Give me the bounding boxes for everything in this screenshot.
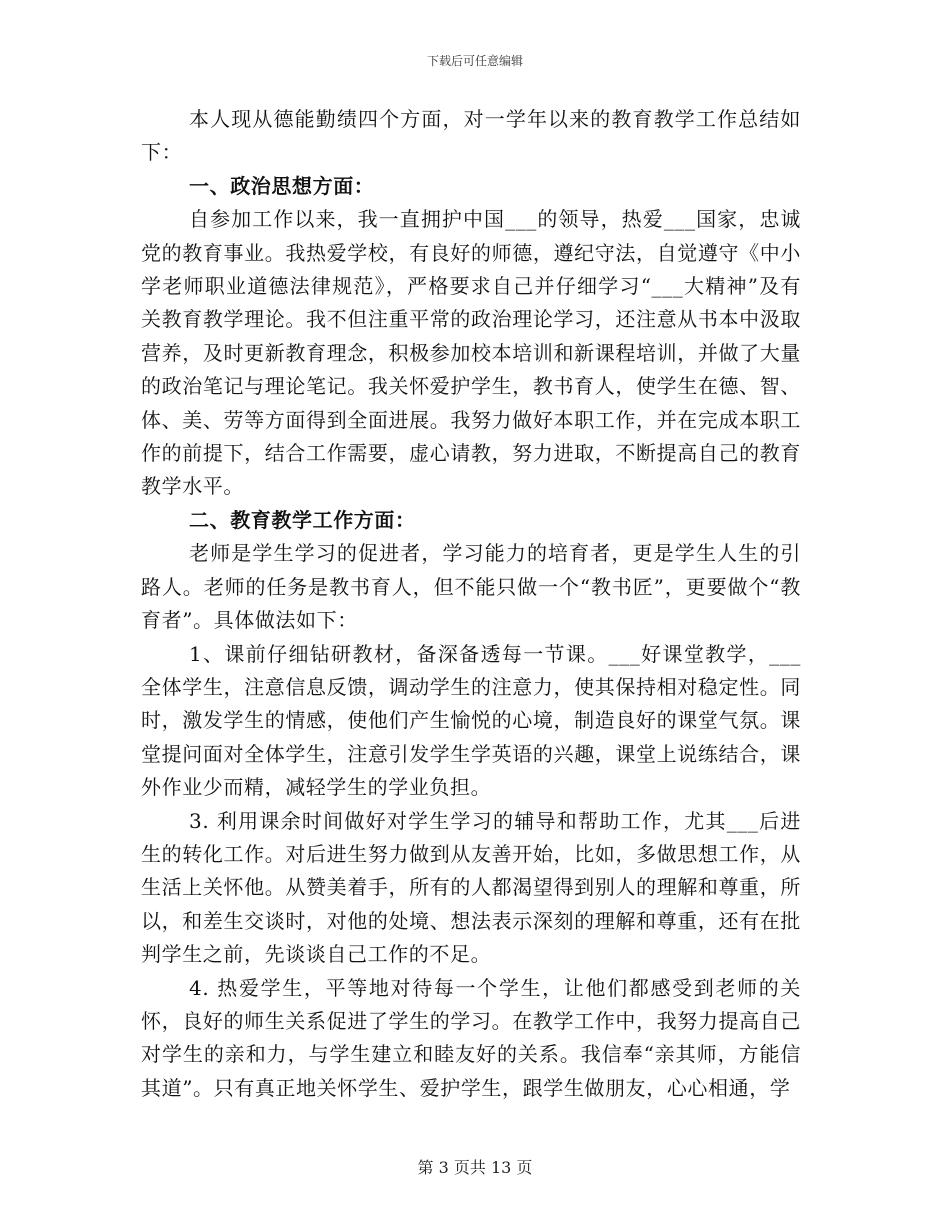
- section-1-paragraph: 自参加工作以来，我一直拥护中国___的领导，热爱___国家，忠诚党的教育事业。我热爱学校，有良好的师德，遵纪守法，自觉遵守《中小学老师职业道德法律规范》，严格要求自己并仔细学习“___大精神”及有关教育教学理论。我不但注重平常的政治理论学习，还注意从书本中汲取营养，及时更新教育理念，积极参加校本培训和新课程培训，并做了大量的政治笔记与理论笔记。我关怀爱护学生，教书育人，使学生在德、智、体、美、劳等方面得到全面进展。我努力做好本职工作，并在完成本职工作的前提下，结合工作需要，虚心请教，努力进取，不断提高自己的教育教学水平。: [141, 207, 801, 499]
- list-item-1: 1、课前仔细钻研教材，备深备透每一节课。___好课堂教学，___全体学生，注意信息反馈，调动学生的注意力，使其保持相对稳定性。同时，激发学生的情感，使他们产生愉悦的心境，制造良好的课堂气氛。课堂提问面对全体学生，注意引发学生学英语的兴趣，课堂上说练结合，课外作业少而精，减轻学生的学业负担。: [141, 641, 801, 800]
- section-2-heading: 二、教育教学工作方面：: [189, 507, 416, 532]
- list-item-4: 4. 热爱学生，平等地对待每一个学生，让他们都感受到老师的关怀，良好的师生关系促进了学生的学习。在教学工作中，我努力提高自己对学生的亲和力，与学生建立和睦友好的关系。我信奉“亲其师，方能信其道”。只有真正地关怀学生、爱护学生，跟学生做朋友，心心相通，学: [141, 975, 801, 1100]
- section-1-heading: 一、政治思想方面：: [189, 173, 375, 198]
- intro-paragraph: 本人现从德能勤绩四个方面，对一学年以来的教育教学工作总结如下：: [141, 107, 801, 165]
- header-note: 下载后可任意编辑: [426, 54, 523, 68]
- list-item-3: 3. 利用课余时间做好对学生学习的辅导和帮助工作，尤其___后进生的转化工作。对后进生努力做到从友善开始，比如，多做思想工作，从生活上关怀他。从赞美着手，所有的人都渴望得到别人的理解和尊重，所以，和差生交谈时，对他的处境、想法表示深刻的理解和尊重，还有在批判学生之前，先谈谈自己工作的不足。: [141, 808, 801, 967]
- page-number: 第 3 页共 13 页: [417, 1158, 533, 1177]
- section-2-paragraph: 老师是学生学习的促进者，学习能力的培育者，更是学生人生的引路人。老师的任务是教书育人，但不能只做一个“教书匠”，更要做个“教育者”。具体做法如下：: [141, 541, 801, 633]
- document-body: [141, 103, 801, 1105]
